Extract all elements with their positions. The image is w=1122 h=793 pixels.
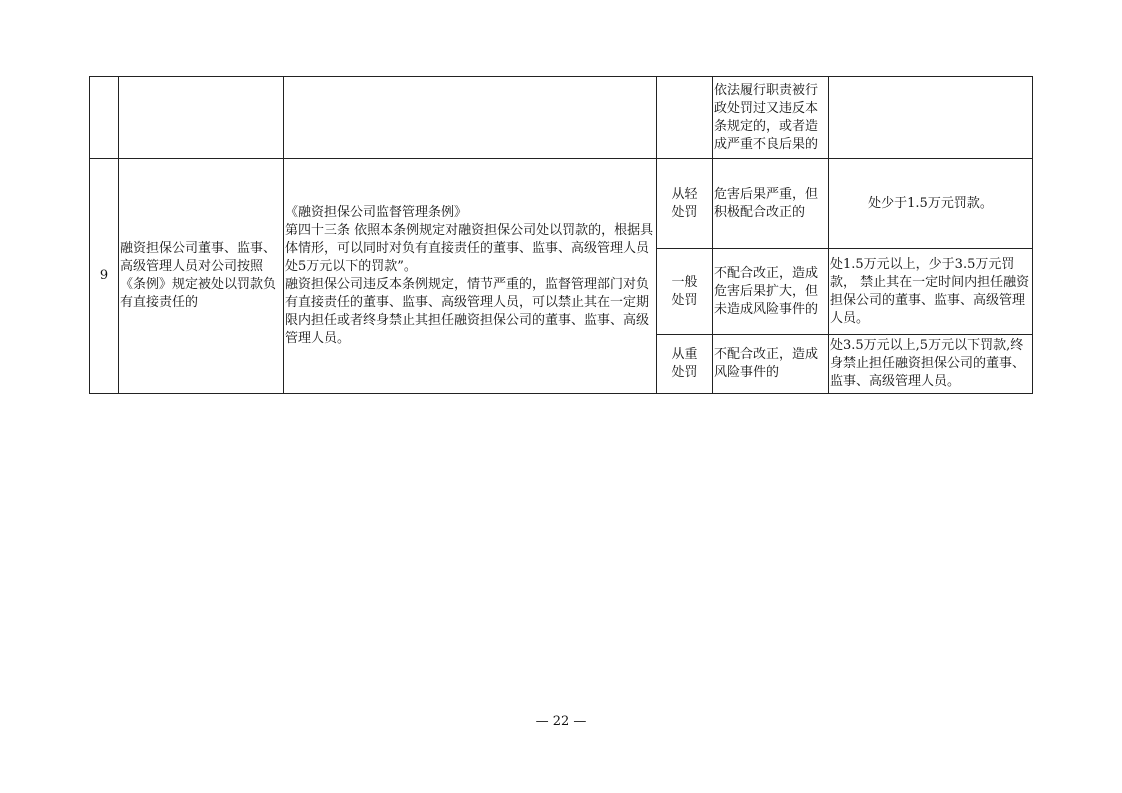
legal-basis-text: 第四十三条 依照本条例规定对融资担保公司处以罚款的，根据具体情形，可以同时对负有直接责任的董事、监事、高级管理人员处5万元以下的罚款”。 融资担保公司违反本条例规定，情节严重的，监督管理部门对负有直接责任的董事、监事、高级管理人员，可以禁止其在一定期限内担任或者终身禁止其担任融资担保公司的董事、监事、高级管理人员。 — [285, 223, 654, 346]
penalty-grade-heavy: 从重 处罚 — [657, 335, 713, 394]
penalty-circumstance-general: 不配合改正，造成危害后果扩大，但未造成风险事件的 — [713, 249, 829, 335]
violation-description: 融资担保公司董事、监事、高级管理人员对公司按照《条例》规定被处以罚款负有直接责任的 — [119, 159, 284, 394]
penalty-standard-table — [89, 76, 1033, 394]
row-number: 9 — [90, 159, 119, 394]
penalty-circumstance-heavy: 不配合改正，造成风险事件的 — [713, 335, 829, 394]
table-row — [90, 159, 1033, 249]
penalty-standard-general: 处1.5万元以上，少于3.5万元罚款， 禁止其在一定时间内担任融资担保公司的董事、监事、高级管理人员。 — [829, 249, 1033, 335]
cell-number-empty — [90, 77, 119, 159]
page-number: — 22 — — [535, 714, 587, 729]
legal-basis-cell — [284, 159, 657, 394]
table-row-continuation — [90, 77, 1033, 159]
cell-standard-empty — [829, 77, 1033, 159]
cell-violation-empty — [119, 77, 284, 159]
penalty-grade-light: 从轻 处罚 — [657, 159, 713, 249]
cell-grade-empty — [657, 77, 713, 159]
penalty-circumstance-light: 危害后果严重，但积极配合改正的 — [713, 159, 829, 249]
cell-basis-empty — [284, 77, 657, 159]
penalty-standard-light: 处少于1.5万元罚款。 — [829, 159, 1033, 249]
legal-basis-title: 《融资担保公司监督管理条例》 — [285, 205, 468, 220]
penalty-standard-heavy: 处3.5万元以上,5万元以下罚款,终身禁止担任融资担保公司的董事、监事、高级管理人员。 — [829, 335, 1033, 394]
penalty-grade-general: 一般 处罚 — [657, 249, 713, 335]
cell-circumstance: 依法履行职责被行政处罚过又违反本条规定的，或者造成严重不良后果的 — [713, 77, 829, 159]
